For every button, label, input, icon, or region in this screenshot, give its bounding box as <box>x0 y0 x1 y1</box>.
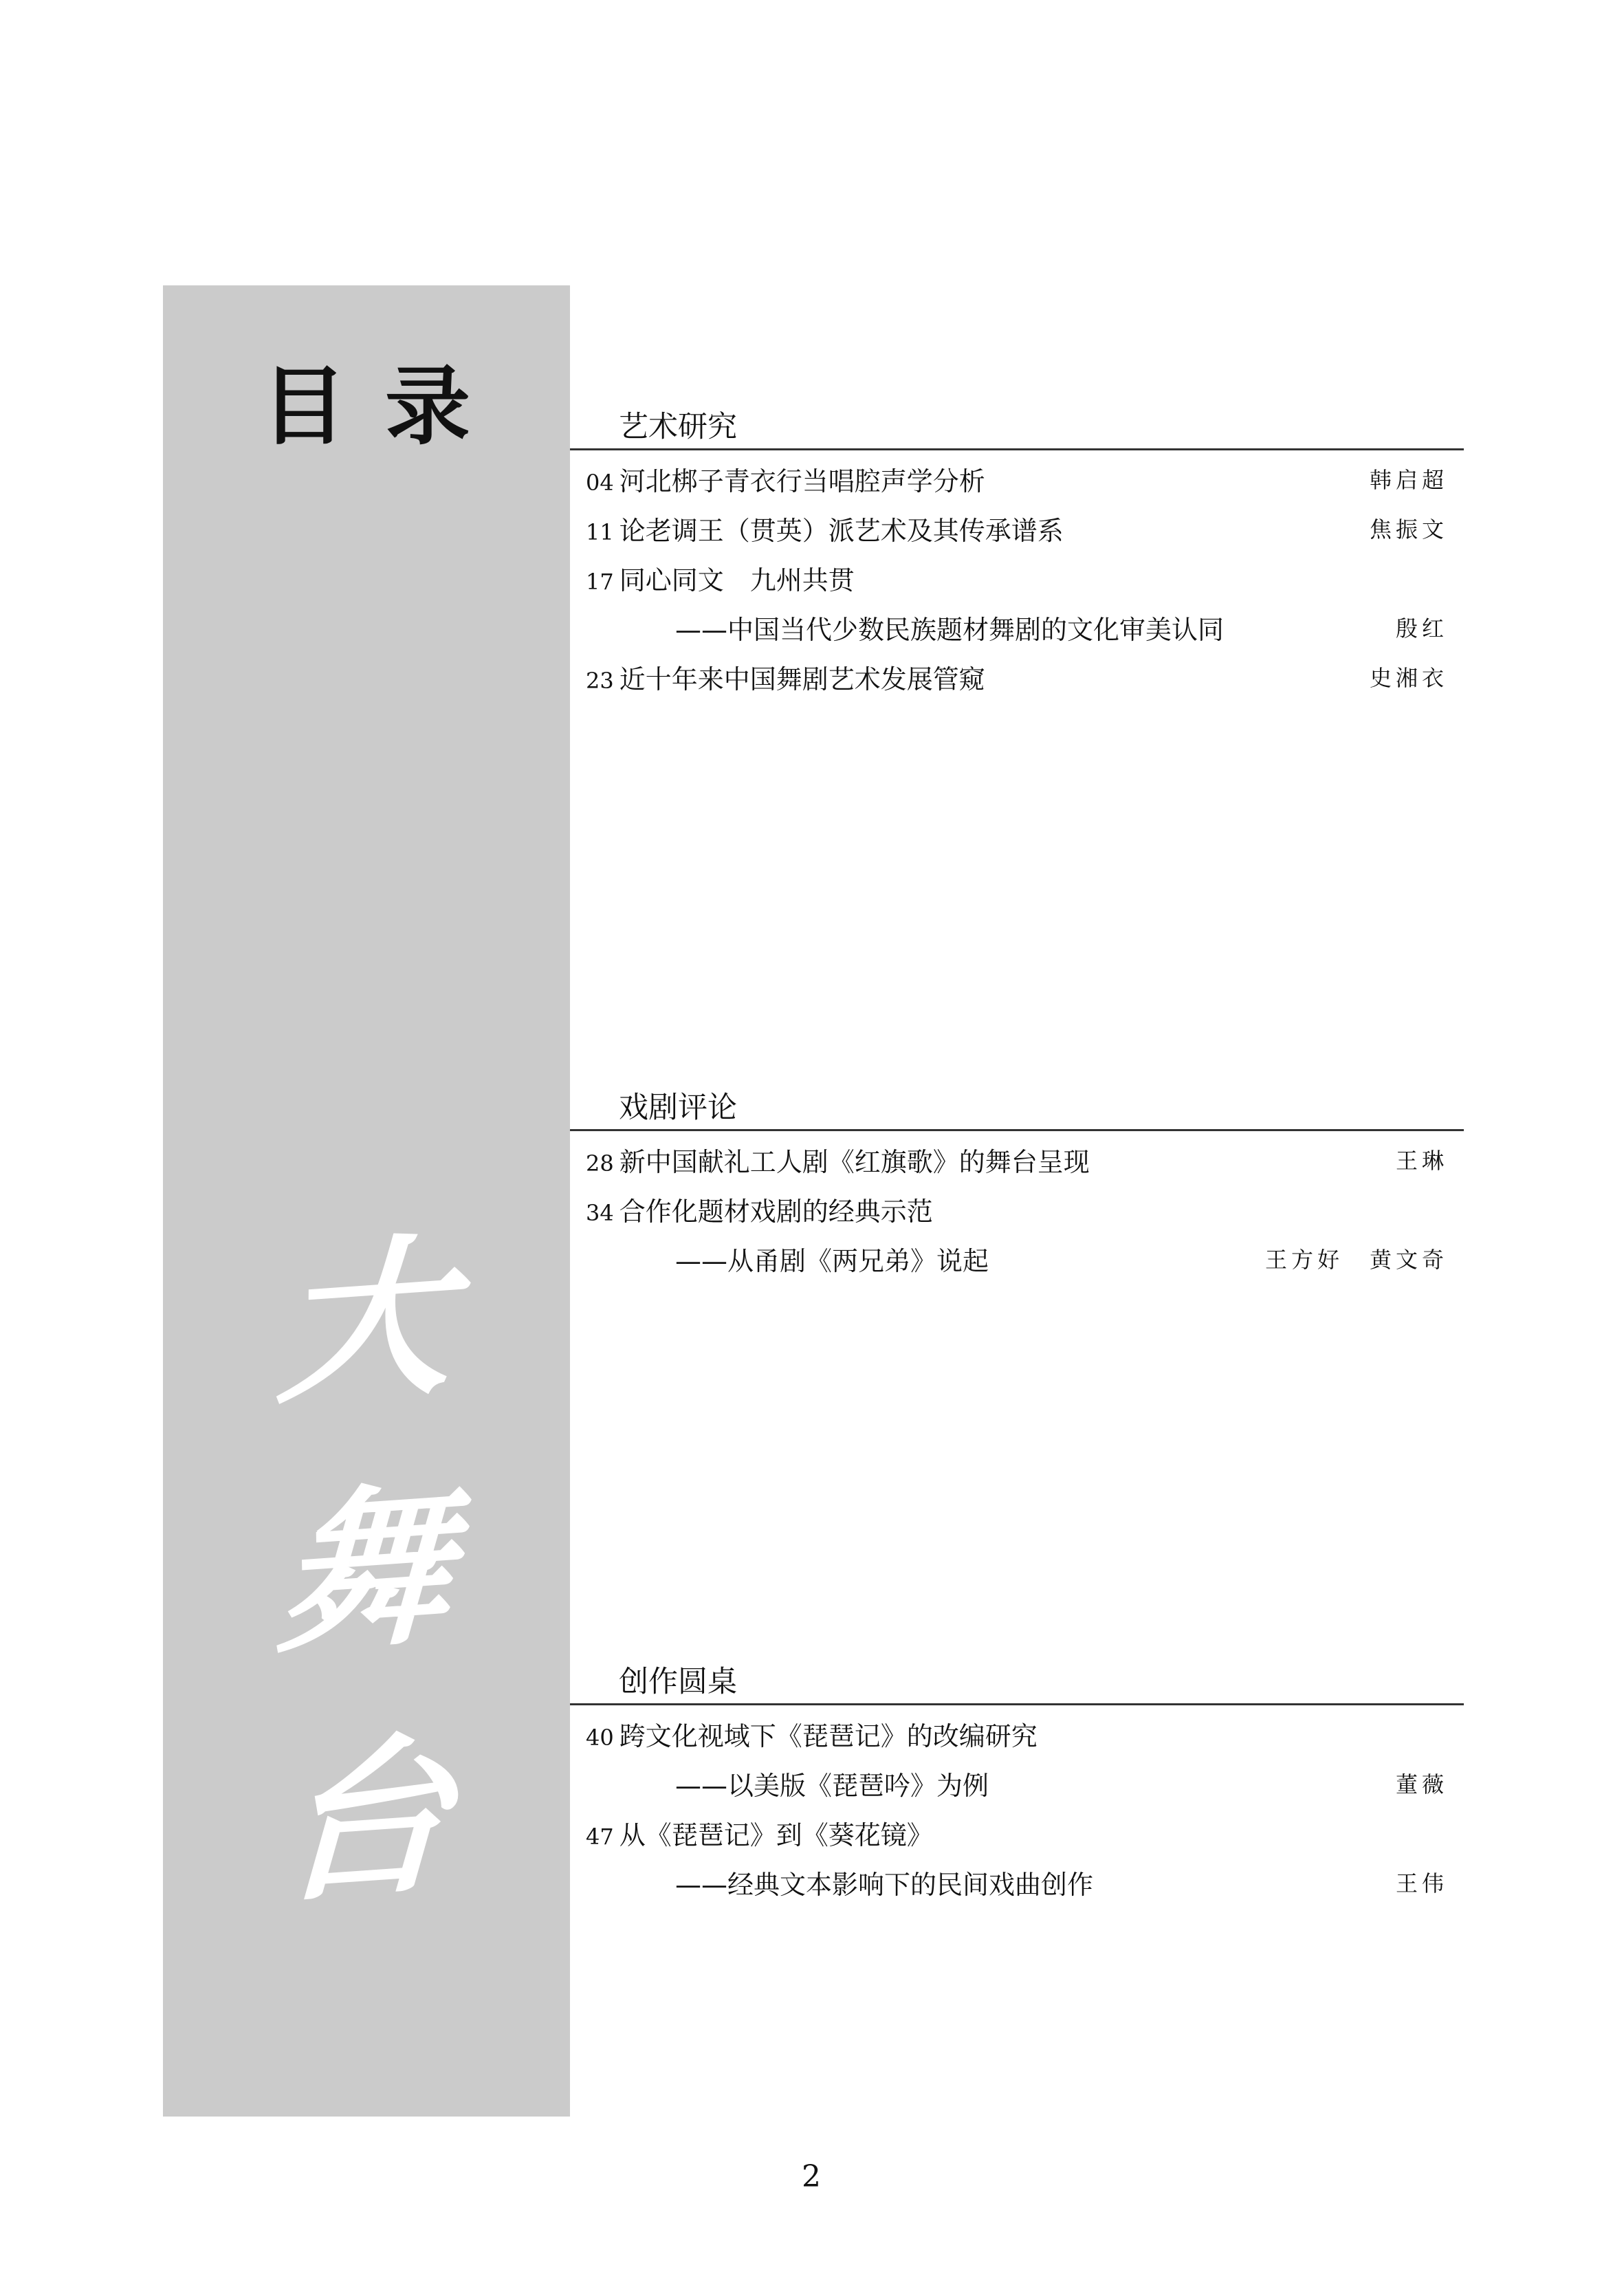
brand-char-3: 台 <box>274 1712 454 1927</box>
entry-page: 40 <box>586 1724 614 1751</box>
entry-page: 23 <box>586 667 614 694</box>
entry-page: 28 <box>586 1150 614 1177</box>
toc-entry[interactable] <box>586 656 1459 697</box>
entry-author: 史湘衣 <box>1369 665 1448 691</box>
entry-author: 王琳 <box>1395 1148 1448 1174</box>
page-number: 2 <box>802 2159 821 2194</box>
entry-title: ——从甬剧《两兄弟》说起 <box>675 1245 989 1276</box>
toc-entry[interactable] <box>586 1812 1459 1853</box>
section-divider <box>570 448 1464 450</box>
toc-entry[interactable] <box>586 1188 1459 1229</box>
toc-entry[interactable] <box>586 557 1459 598</box>
toc-entry[interactable] <box>586 507 1459 549</box>
brand-char-1: 大 <box>274 1214 454 1428</box>
entry-title: ——经典文本影响下的民间戏曲创作 <box>675 1869 1094 1900</box>
entry-author: 董薇 <box>1395 1771 1448 1797</box>
brand-calligraphy <box>275 1196 454 1945</box>
section-divider <box>570 1129 1464 1131</box>
toc-entry-subtitle[interactable] <box>586 1238 1459 1279</box>
entry-title: ——中国当代少数民族题材舞剧的文化审美认同 <box>675 614 1225 645</box>
entry-author: 王伟 <box>1395 1870 1448 1896</box>
entry-title: 同心同文 九州共贯 <box>619 565 855 595</box>
brand-char-2: 舞 <box>274 1463 454 1677</box>
section-divider <box>570 1703 1464 1705</box>
section-title-art-research: 艺术研究 <box>619 410 737 444</box>
entry-author: 殷红 <box>1395 615 1448 642</box>
entry-author: 王方好 黄文奇 <box>1264 1247 1448 1273</box>
entry-title: 合作化题材戏剧的经典示范 <box>619 1196 933 1227</box>
entry-page: 11 <box>586 518 614 545</box>
entry-author: 韩启超 <box>1369 467 1448 493</box>
entry-author: 焦振文 <box>1369 516 1448 543</box>
toc-entry-subtitle[interactable] <box>586 1861 1459 1903</box>
toc-entry[interactable] <box>586 1139 1459 1180</box>
section-title-creation-roundtable: 创作圆桌 <box>619 1665 737 1699</box>
toc-title: 目录 <box>261 358 509 457</box>
entry-page: 17 <box>586 568 614 595</box>
entry-page: 34 <box>586 1199 614 1226</box>
entry-title: 近十年来中国舞剧艺术发展管窥 <box>619 664 985 695</box>
section-title-drama-review: 戏剧评论 <box>619 1091 737 1125</box>
toc-entry[interactable] <box>586 458 1459 499</box>
entry-title: 从《琵琶记》到《葵花镜》 <box>619 1819 933 1850</box>
entry-page: 47 <box>586 1823 614 1850</box>
entry-title: 跨文化视域下《琵琶记》的改编研究 <box>619 1720 1038 1751</box>
toc-entry[interactable] <box>586 1713 1459 1754</box>
entry-title: 河北梆子青衣行当唱腔声学分析 <box>619 466 985 496</box>
toc-entry-subtitle[interactable] <box>586 606 1459 648</box>
entry-title: 论老调王（贯英）派艺术及其传承谱系 <box>619 515 1064 546</box>
entry-title: ——以美版《琵琶吟》为例 <box>675 1770 989 1801</box>
entry-page: 04 <box>586 469 614 496</box>
toc-entry-subtitle[interactable] <box>586 1762 1459 1804</box>
entry-title: 新中国献礼工人剧《红旗歌》的舞台呈现 <box>619 1146 1090 1177</box>
